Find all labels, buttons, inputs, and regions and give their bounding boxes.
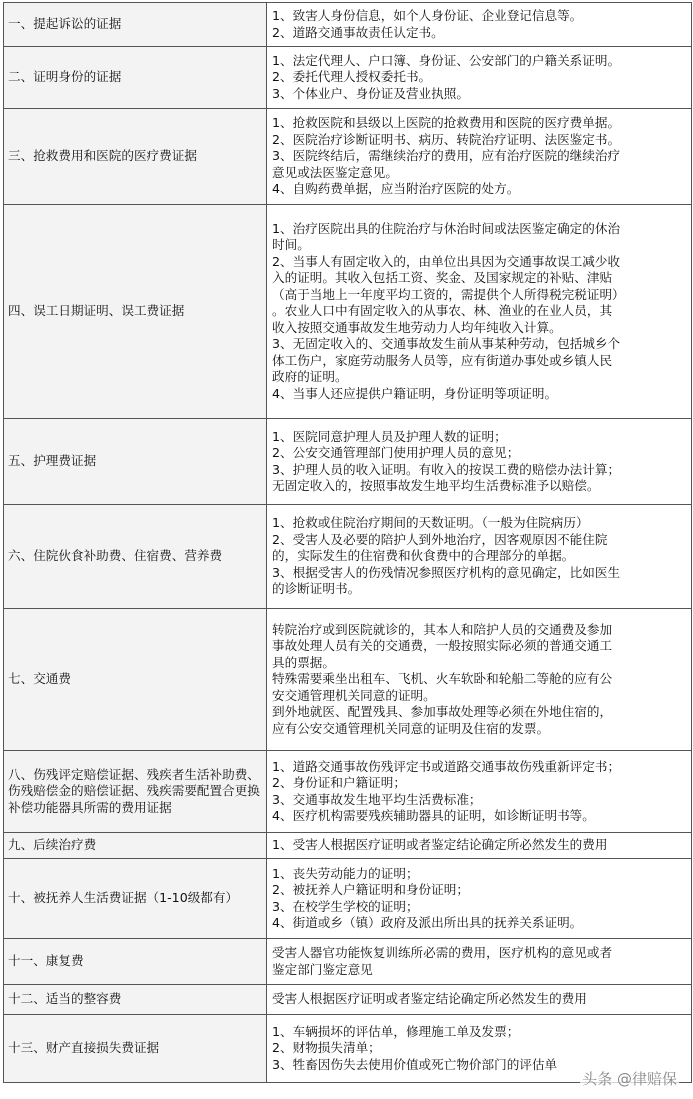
evidence-detail-line: 鉴定部门鉴定意见 (272, 961, 373, 977)
evidence-detail-line: 到外地就医、配置残具、参加事故处理等必须在外地住宿的， (272, 704, 613, 720)
evidence-category: 十三、财产直接损失费证据 (4, 1015, 267, 1083)
evidence-detail-line: 受害人器官功能恢复训练所必需的费用，医疗机构的意见或者 (272, 945, 613, 960)
evidence-detail-line: 4、当事人还应提供户籍证明，身份证明等项证明。 (272, 385, 558, 401)
evidence-detail-line: 1、车辆损坏的评估单，修理施工单及发票； (272, 1023, 520, 1039)
evidence-detail-line: 入的证明。其收入包括工资、奖金、及国家规定的补贴、津贴 (272, 270, 613, 286)
evidence-detail-line: 2、身份证和户籍证明； (272, 775, 406, 790)
evidence-detail-line: 1、治疗医院出具的住院治疗与休治时间或法医鉴定确定的休治 (272, 220, 621, 236)
evidence-detail-line: 3、在校学生学校的证明； (272, 898, 419, 914)
evidence-row (4, 833, 692, 859)
evidence-details (267, 859, 692, 939)
evidence-detail-line: 1、法定代理人、户口簿、身份证、公安部门的户籍关系证明。 (272, 52, 621, 68)
evidence-category: 七、交通费 (4, 609, 267, 751)
evidence-detail-line: 2、被抚养人户籍证明和身份证明； (272, 882, 469, 897)
evidence-detail-line: 1、道路交通事故伤残评定书或道路交通事故伤残重新评定书； (272, 758, 621, 774)
evidence-detail-line: 3、个体业户、身份证及营业执照。 (272, 85, 469, 101)
evidence-detail-line: 转院治疗或到医院就诊的，其本人和陪护人员的交通费及参加 (272, 621, 613, 637)
evidence-details (267, 109, 692, 205)
evidence-detail-line: 受害人根据医疗证明或者鉴定结论确定所必然发生的费用 (272, 991, 587, 1007)
evidence-detail-line: 。农业人口中有固定收入的从事农、林、渔业的在业人员，其 (272, 303, 613, 319)
evidence-detail-line: 意见或法医鉴定意见。 (272, 164, 398, 180)
evidence-detail-line: 无固定收入的，按照事故发生地平均生活费标准予以赔偿。 (272, 478, 600, 493)
evidence-detail-line: 4、医疗机构需要残疾辅助器具的证明，如诊断证明书等。 (272, 808, 595, 823)
evidence-detail-line: 事故处理人员有关的交通费，一般按照实际必须的普通交通工 (272, 638, 613, 654)
evidence-detail-line: 2、公安交通管理部门使用护理人员的意见； (272, 445, 520, 460)
evidence-table-body (4, 3, 692, 1083)
evidence-category: 八、伤残评定赔偿证据、残疾者生活补助费、伤残赔偿金的赔偿证据、残疾需要配置合更换补偿功能器具所需的费用证据 (4, 751, 267, 833)
evidence-detail-line: 时间。 (272, 237, 310, 253)
evidence-detail-line: 3、护理人员的收入证明。有收入的按误工费的赔偿办法计算； (272, 461, 621, 477)
evidence-detail-line: 政府的证明。 (272, 369, 348, 385)
evidence-category: 六、住院伙食补助费、住宿费、营养费 (4, 505, 267, 609)
evidence-detail-line: 1、丧失劳动能力的证明； (272, 865, 419, 881)
evidence-detail-line: 2、医院治疗诊断证明书、病历、转院治疗证明、法医鉴定书。 (272, 131, 621, 147)
evidence-detail-line: 3、医院终结后，需继续治疗的费用，应有治疗医院的继续治疗 (272, 148, 621, 164)
evidence-row (4, 109, 692, 205)
evidence-row (4, 205, 692, 419)
evidence-details (267, 939, 692, 985)
evidence-detail-line: 的诊断证明书。 (272, 581, 361, 597)
evidence-row (4, 751, 692, 833)
evidence-row (4, 859, 692, 939)
evidence-detail-line: 3、交通事故发生地平均生活费标准； (272, 791, 482, 807)
evidence-detail-line: 1、致害人身份信息，如个人身份证、企业登记信息等。 (272, 8, 583, 23)
evidence-category: 五、护理费证据 (4, 419, 267, 505)
evidence-category: 三、抢救费用和医院的医疗费证据 (4, 109, 267, 205)
evidence-row (4, 939, 692, 985)
evidence-detail-line: 的，实际发生的住宿费和伙食费中的合理部分的单据。 (272, 548, 575, 564)
evidence-detail-line: 1、受害人根据医疗证明或者鉴定结论确定所必然发生的费用 (272, 837, 608, 853)
evidence-detail-line: 3、牲畜因伤失去使用价值或死亡物价部门的评估单 (272, 1056, 558, 1072)
evidence-details (267, 609, 692, 751)
evidence-category: 十一、康复费 (4, 939, 267, 985)
evidence-detail-line: 特殊需要乘坐出租车、飞机、火车软卧和轮船二等舱的应有公 (272, 671, 613, 687)
evidence-detail-line: 应有公安交通管理机关同意的证明及住宿的发票。 (272, 720, 550, 736)
evidence-table-document (3, 2, 691, 1083)
evidence-table (3, 2, 692, 1083)
evidence-detail-line: （高于当地上一年度平均工资的，需提供个人所得税完税证明） (272, 286, 625, 302)
evidence-detail-line: 具的票据。 (272, 654, 335, 670)
evidence-detail-line: 1、抢救或住院治疗期间的天数证明。（一般为住院病历） (272, 515, 589, 531)
evidence-detail-line: 2、受害人及必要的陪护人到外地治疗，因客观原因不能住院 (272, 531, 608, 547)
evidence-category: 十、被抚养人生活费证据（1-10级都有） (4, 859, 267, 939)
evidence-details (267, 751, 692, 833)
evidence-row (4, 505, 692, 609)
evidence-details (267, 419, 692, 505)
evidence-detail-line: 2、当事人有固定收入的，由单位出具因为交通事故误工减少收 (272, 253, 621, 269)
evidence-row (4, 419, 692, 505)
evidence-detail-line: 2、委托代理人授权委托书。 (272, 69, 432, 85)
evidence-category: 九、后续治疗费 (4, 833, 267, 859)
evidence-row (4, 47, 692, 109)
evidence-detail-line: 1、抢救医院和县级以上医院的抢救费用和医院的医疗费单据。 (272, 115, 621, 131)
evidence-row (4, 985, 692, 1015)
evidence-detail-line: 安交通管理机关同意的证明。 (272, 687, 436, 703)
evidence-category: 四、误工日期证明、误工费证据 (4, 205, 267, 419)
evidence-category: 一、提起诉讼的证据 (4, 3, 267, 47)
evidence-details (267, 47, 692, 109)
evidence-details (267, 505, 692, 609)
evidence-row (4, 609, 692, 751)
evidence-category: 十二、适当的整容费 (4, 985, 267, 1015)
evidence-detail-line: 1、医院同意护理人员及护理人数的证明； (272, 428, 507, 444)
evidence-detail-line: 体工伤户，家庭劳动服务人员等，应有街道办事处或乡镇人民 (272, 352, 613, 368)
evidence-detail-line: 4、街道或乡（镇）政府及派出所出具的抚养关系证明。 (272, 915, 583, 930)
evidence-detail-line: 4、自购药费单据，应当附治疗医院的处方。 (272, 181, 520, 197)
evidence-detail-line: 2、道路交通事故责任认定书。 (272, 24, 444, 40)
evidence-detail-line: 3、无固定收入的、交通事故发生前从事某种劳动，包括城乡个 (272, 336, 621, 352)
watermark-text: 头条 @律赔保 (582, 1070, 677, 1088)
evidence-details (267, 833, 692, 859)
evidence-detail-line: 2、财物损失清单； (272, 1040, 381, 1056)
evidence-row (4, 3, 692, 47)
evidence-detail-line: 收入按照交通事故发生地劳动力人均年纯收入计算。 (272, 319, 562, 335)
evidence-details (267, 205, 692, 419)
evidence-category: 二、证明身份的证据 (4, 47, 267, 109)
evidence-detail-line: 3、根据受害人的伤残情况参照医疗机构的意见确定，比如医生 (272, 564, 621, 580)
evidence-details (267, 985, 692, 1015)
evidence-details (267, 3, 692, 47)
